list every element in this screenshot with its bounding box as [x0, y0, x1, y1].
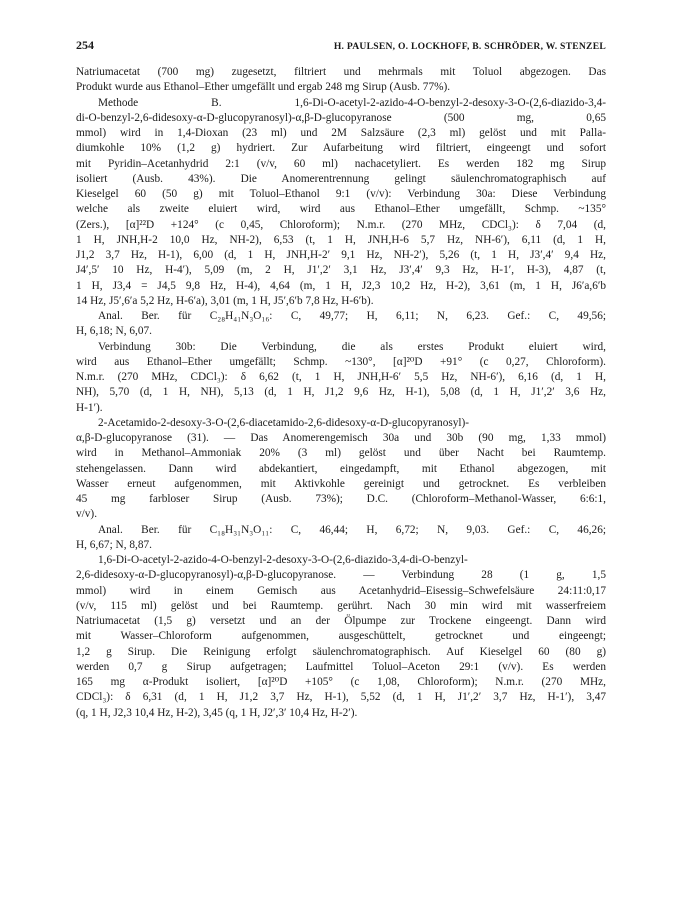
- running-header: [76, 38, 606, 54]
- text-line: J1,2 3,7 Hz, H-1), 6,00 (d, 1 H, JNH,H-2′ 9,1 Hz, NH-2′), 5,26 (t, 1 H, J3′,4′ 9,4 Hz,: [76, 249, 606, 261]
- text-line: Anal. Ber. für C₂₈H₄₁N₃O₁₆: C, 49,77; H, 6,11; N, 6,23. Gef.: C, 49,56;: [98, 310, 606, 322]
- journal-page: [76, 38, 606, 721]
- text-line: isoliert (Ausb. 43%). Die Anomerentrennung gelingt säulenchromatographisch auf: [76, 172, 606, 185]
- text-line: CDCl₃): δ 6,31 (d, 1 H, J1,2 3,7 Hz, H-1), 5,52 (d, 1 H, J1′,2′ 3,7 Hz, H-1′), 3,47: [76, 691, 606, 704]
- text-line: NH), 5,70 (d, 1 H, NH), 5,13 (d, 1 H, J1,2 9,6 Hz, H-1), 5,08 (d, 1 H, J1′,2′ 3,6 Hz,: [76, 386, 606, 399]
- text-line: 2,6-didesoxy-α-D-glucopyranosyl)-α,β-D-glucopyranose. — Verbindung 28 (1 g, 1,5: [76, 569, 606, 582]
- text-line: mit Pyridin–Acetanhydrid 2:1 (v/v, 60 ml) nachacetyliert. Es werden 182 mg Sirup: [76, 157, 606, 170]
- text-line: Kieselgel 60 (50 g) mit Toluol–Ethanol 9:1 (v/v): Verbindung 30a: Diese Verbindung: [76, 188, 606, 200]
- text-line: Natriumacetat (1,5 g) versetzt und an der Ölpumpe zur Trockene eingeengt. Dann wird: [76, 615, 606, 627]
- text-line: 1 H, JNH,H-2 10,0 Hz, NH-2), 6,53 (t, 1 H, JNH,H-6 5,7 Hz, NH-6′), 6,11 (d, 1 H,: [76, 233, 606, 246]
- text-line: 1 H, J3,4 = J4,5 9,8 Hz, H-4), 4,64 (m, 1 H, J2,3 10,2 Hz, H-2), 3,61 (m, 1 H, J6′a,6′b: [76, 279, 606, 292]
- text-line: N.m.r. (270 MHz, CDCl₃): δ 6,62 (t, 1 H, JNH,H-6′ 5,5 Hz, NH-6′), 6,16 (d, 1 H,: [76, 371, 606, 383]
- text-line: 45 mg farbloser Sirup (Ausb. 73%); D.C. (Chloroform–Methanol-Wasser, 6:6:1,: [76, 493, 606, 505]
- text-line: 1,6-Di-O-acetyl-2-azido-4-O-benzyl-2-desoxy-3-O-(2,6-diazido-3,4-di-O-benzyl-: [98, 554, 468, 566]
- text-line: Produkt wurde aus Ethanol–Ether umgefällt und ergab 248 mg Sirup (Ausb. 77%).: [76, 81, 451, 94]
- text-line: wird aus Ethanol–Ether umgefällt; Schmp. ~130°, [α]²⁰D +91° (c 0,27, Chloroform).: [76, 355, 606, 368]
- text-line: v/v).: [76, 508, 98, 521]
- paragraph: [76, 340, 606, 416]
- text-line: mmol) wird in einem Gemisch aus Acetanhydrid–Eisessig–Schwefelsäure 24:11:0,17: [76, 584, 606, 597]
- text-line: 1,2 g Sirup. Die Reinigung erfolgt säulenchromatographisch. Auf Kieselgel 60 (80 g): [76, 645, 606, 658]
- text-line: (Zers.), [α]²²D +124° (c 0,45, Chloroform); N.m.r. (270 MHz, CDCl₃): δ 7,04 (d,: [76, 218, 606, 231]
- text-line: 2-Acetamido-2-desoxy-3-O-(2,6-diacetamido-2,6-didesoxy-α-D-glucopyranosyl)-: [98, 416, 470, 429]
- paragraph: [76, 309, 606, 340]
- page-number: 254: [76, 38, 94, 52]
- paragraph: [76, 65, 606, 96]
- paragraph: [76, 523, 606, 554]
- text-line: (v/v, 115 ml) gelöst und bei Raumtemp. gerührt. Nach 30 min wird mit wasserfreiem: [76, 599, 606, 612]
- paragraph: [76, 96, 606, 310]
- text-line: 14 Hz, J5′,6′a 5,2 Hz, H-6′a), 3,01 (m, 1 H, J5′,6′b 7,8 Hz, H-6′b).: [76, 294, 374, 307]
- paragraph: [76, 553, 606, 721]
- text-line: H, 6,67; N, 8,87.: [76, 538, 152, 551]
- text-line: H, 6,18; N, 6,07.: [76, 325, 152, 338]
- text-line: Verbindung 30b: Die Verbindung, die als erstes Produkt eluiert wird,: [98, 340, 606, 353]
- text-line: J4′,5′ 10 Hz, H-4′), 5,09 (m, 2 H, J1′,2′ 3,1 Hz, J3′,4′ 9,3 Hz, H-1′, H-3), 4,87 (t,: [76, 264, 606, 277]
- text-line: mmol) wird in 1,4-Dioxan (23 ml) und 2M Salzsäure (2,3 ml) gelöst und mit Palla-: [76, 127, 606, 139]
- text-line: α,β-D-glucopyranose (31). — Das Anomerengemisch 30a und 30b (90 mg, 1,33 mmol): [76, 432, 606, 444]
- text-line: wird in Methanol–Ammoniak 20% (3 ml) gelöst und über Nacht bei Raumtemp.: [76, 447, 606, 460]
- text-line: 165 mg α-Produkt isoliert, [α]²⁰D +105° (c 1,08, Chloroform); N.m.r. (270 MHz,: [76, 676, 606, 688]
- running-header-authors: H. PAULSEN, O. LOCKHOFF, B. SCHRÖDER, W. STENZEL: [333, 41, 606, 52]
- body-text: [76, 65, 606, 721]
- text-line: H-1′).: [76, 401, 103, 414]
- text-line: di-O-benzyl-2,6-didesoxy-α-D-glucopyranosyl)-α,β-D-glucopyranose (500 mg, 0,65: [76, 111, 606, 124]
- text-line: (q, 1 H, J2,3 10,4 Hz, H-2), 3,45 (q, 1 H, J2′,3′ 10,4 Hz, H-2′).: [76, 706, 358, 719]
- paragraph: [76, 416, 606, 523]
- text-line: diumkohle 10% (1,2 g) hydriert. Zur Aufarbeitung wird filtriert, eingeengt und sofort: [76, 142, 606, 155]
- text-line: welche als zweite eluiert wird, wird aus Ethanol–Ether umgefällt, Schmp. ~135°: [76, 203, 606, 216]
- text-line: werden 0,7 g Sirup aufgetragen; Laufmittel Toluol–Aceton 29:1 (v/v). Es werden: [76, 660, 606, 673]
- text-line: mit Wasser–Chloroform aufgenommen, ausgeschüttelt, getrocknet und eingeengt;: [76, 630, 606, 643]
- text-line: stehengelassen. Dann wird abdekantiert, eingedampft, mit Ethanol abgezogen, mit: [76, 462, 606, 475]
- text-line: Wasser erneut aufgenommen, mit Aktivkohle gereinigt und getrocknet. Es verbleiben: [76, 477, 606, 490]
- text-line: Anal. Ber. für C₁₈H₃₁N₃O₁₁: C, 46,44; H, 6,72; N, 9,03. Gef.: C, 46,26;: [98, 523, 606, 536]
- text-line: Natriumacetat (700 mg) zugesetzt, filtriert und mehrmals mit Toluol abgezogen. Das: [76, 66, 606, 78]
- text-line: Methode B. 1,6-Di-O-acetyl-2-azido-4-O-benzyl-2-desoxy-3-O-(2,6-diazido-3,4-: [98, 96, 606, 109]
